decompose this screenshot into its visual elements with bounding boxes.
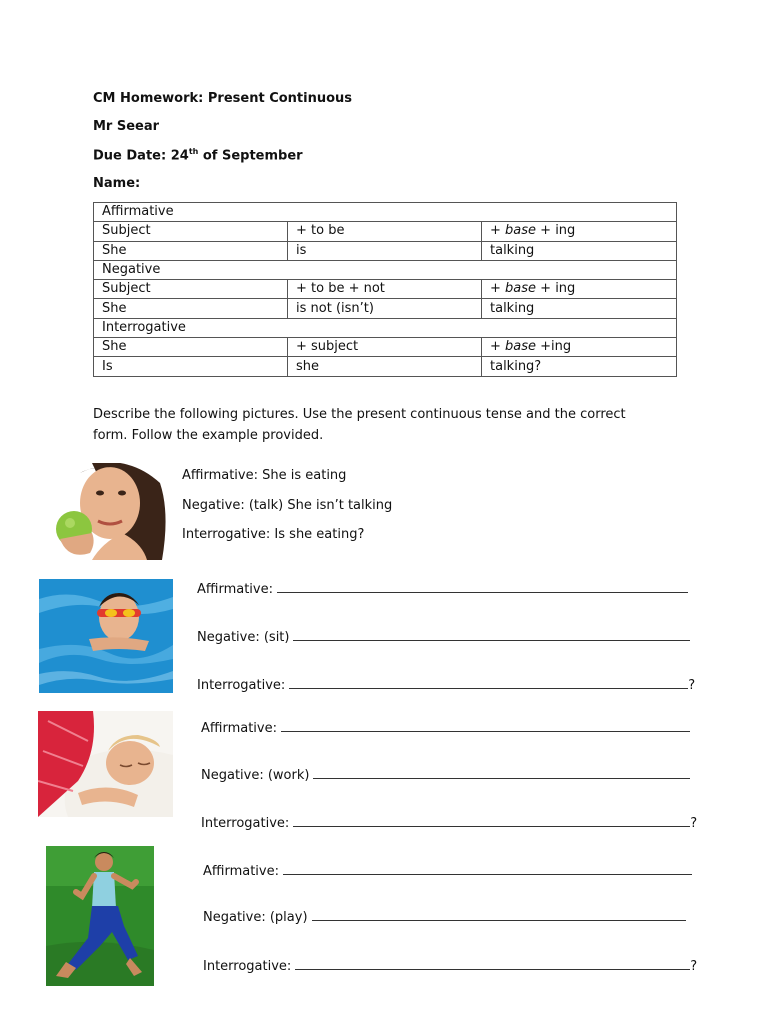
table-cell-subject: She — [94, 338, 288, 357]
table-cell-verb: she — [288, 357, 482, 376]
answer-blank[interactable] — [281, 719, 690, 732]
answer-blank[interactable] — [312, 908, 686, 921]
table-row — [94, 357, 677, 376]
affirmative-label: Affirmative: — [201, 721, 277, 736]
answer-blank[interactable] — [277, 580, 688, 593]
table-cell-subject: Subject — [94, 222, 288, 241]
example-negative: Negative: (talk) She isn’t talking — [182, 498, 393, 513]
form-part: talking — [490, 300, 535, 316]
table-cell-form — [482, 280, 677, 299]
example-affirmative: Affirmative: She is eating — [182, 468, 347, 483]
form-suffix: + ing — [536, 223, 576, 239]
table-cell-form — [482, 299, 677, 318]
table-cell-verb: + to be — [288, 222, 482, 241]
negative-label: Negative: (play) — [203, 910, 308, 925]
negative-label: Negative: (sit) — [197, 630, 290, 645]
example-interrogative: Interrogative: Is she eating? — [182, 527, 365, 542]
sleeping-girl-photo — [38, 711, 173, 817]
table-row — [94, 280, 677, 299]
answer-blank[interactable] — [289, 676, 688, 689]
homework-title: CM Homework: Present Continuous — [93, 91, 353, 106]
answer-blank[interactable] — [293, 628, 690, 641]
question-mark: ? — [690, 959, 698, 974]
form-part: talking — [490, 242, 535, 258]
table-row — [94, 338, 677, 357]
grammar-table — [93, 202, 677, 377]
answer-blank[interactable] — [295, 957, 690, 970]
table-row — [94, 241, 677, 260]
interrogative-label: Interrogative: — [197, 678, 286, 693]
table-row — [94, 222, 677, 241]
table-row — [94, 299, 677, 318]
instructions: Describe the following pictures. Use the present continuous tense and the correct form. Follow the example provided. — [93, 407, 626, 443]
table-section-label: Negative — [94, 260, 677, 279]
table-cell-subject: Subject — [94, 280, 288, 299]
form-base-word: base — [505, 223, 537, 239]
due-date-suffix: of September — [198, 148, 303, 164]
question-mark: ? — [688, 678, 696, 693]
due-date-ordinal: th — [188, 147, 199, 156]
interrogative-label: Interrogative: — [201, 816, 290, 831]
interrogative-label: Interrogative: — [203, 959, 292, 974]
affirmative-label: Affirmative: — [197, 582, 273, 597]
form-suffix: + ing — [536, 281, 576, 297]
exercise-1-interrogative-line — [197, 676, 695, 693]
affirmative-label: Affirmative: — [203, 864, 279, 879]
answer-blank[interactable] — [293, 814, 690, 827]
exercise-1-affirmative-line — [197, 580, 688, 597]
eating-girl-photo — [52, 463, 168, 560]
table-cell-form — [482, 222, 677, 241]
table-cell-verb: + subject — [288, 338, 482, 357]
question-mark: ? — [690, 816, 698, 831]
due-date-prefix: Due Date: 24 — [93, 148, 189, 164]
table-cell-form — [482, 241, 677, 260]
table-cell-verb: is not (isn’t) — [288, 299, 482, 318]
teacher-name: Mr Seear — [93, 119, 160, 134]
exercise-2-interrogative-line — [201, 814, 697, 831]
exercise-3-affirmative-line — [203, 862, 692, 879]
name-label: Name: — [93, 176, 141, 191]
swimming-boy-photo — [39, 579, 173, 693]
form-part: + — [490, 281, 506, 297]
form-suffix: +ing — [536, 339, 572, 355]
table-cell-verb: + to be + not — [288, 280, 482, 299]
table-cell-form — [482, 338, 677, 357]
table-cell-subject: She — [94, 241, 288, 260]
form-base-word: base — [505, 339, 537, 355]
table-section-label: Interrogative — [94, 318, 677, 337]
table-cell-form — [482, 357, 677, 376]
running-boy-photo — [46, 846, 154, 986]
table-row — [94, 260, 677, 279]
table-section-label: Affirmative — [94, 203, 677, 222]
table-cell-subject: Is — [94, 357, 288, 376]
form-part: + — [490, 223, 506, 239]
answer-blank[interactable] — [313, 766, 690, 779]
table-cell-subject: She — [94, 299, 288, 318]
exercise-3-negative-line — [203, 908, 686, 925]
table-cell-verb: is — [288, 241, 482, 260]
exercise-3-interrogative-line — [203, 957, 697, 974]
exercise-2-affirmative-line — [201, 719, 690, 736]
exercise-1-negative-line — [197, 628, 690, 645]
answer-blank[interactable] — [283, 862, 692, 875]
table-row — [94, 318, 677, 337]
form-part: + — [490, 339, 506, 355]
form-base-word: base — [505, 281, 537, 297]
negative-label: Negative: (work) — [201, 768, 310, 783]
due-date — [93, 147, 303, 163]
form-part: talking? — [490, 358, 542, 374]
exercise-2-negative-line — [201, 766, 690, 783]
table-row — [94, 203, 677, 222]
